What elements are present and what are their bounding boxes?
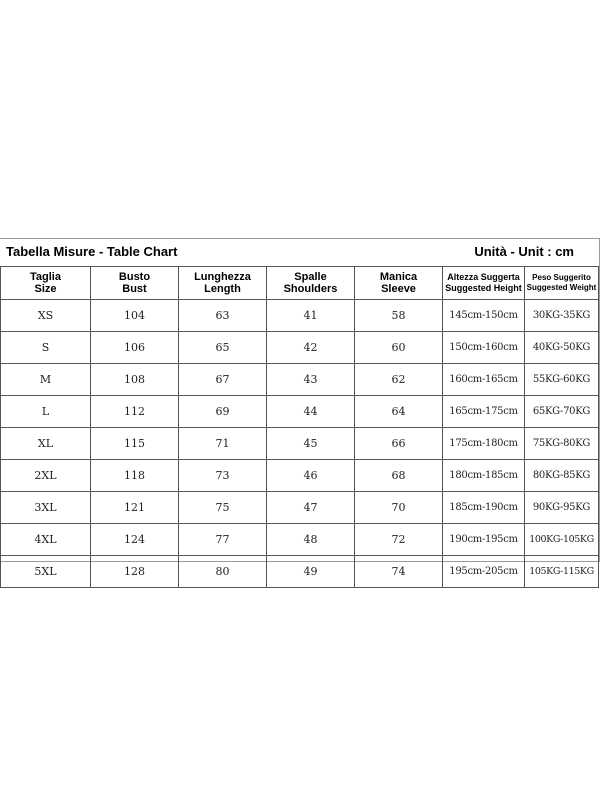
cell-size: 3XL: [1, 492, 91, 524]
cell-sleeve: 66: [355, 428, 443, 460]
cell-size: L: [1, 396, 91, 428]
cell-shoulders: 44: [267, 396, 355, 428]
table-row: [1, 364, 599, 396]
cell-suggested-weight: 30KG-35KG: [525, 300, 599, 332]
cell-suggested-weight: 75KG-80KG: [525, 428, 599, 460]
cell-suggested-height: 160cm-165cm: [443, 364, 525, 396]
table-row: [1, 524, 599, 556]
table-row: [1, 332, 599, 364]
cell-length: 67: [179, 364, 267, 396]
column-header-suggested-height: Altezza Suggerta Suggested Height: [443, 267, 525, 300]
header-row: [1, 267, 599, 300]
cell-suggested-height: 180cm-185cm: [443, 460, 525, 492]
cell-size: XS: [1, 300, 91, 332]
cell-bust: 108: [91, 364, 179, 396]
table-row: [1, 428, 599, 460]
column-header-bust: Busto Bust: [91, 267, 179, 300]
table-row: [1, 396, 599, 428]
cell-suggested-weight: 80KG-85KG: [525, 460, 599, 492]
cell-sleeve: 70: [355, 492, 443, 524]
cell-bust: 106: [91, 332, 179, 364]
table-row: [1, 300, 599, 332]
cell-bust: 128: [91, 556, 179, 588]
cell-shoulders: 41: [267, 300, 355, 332]
cell-size: M: [1, 364, 91, 396]
column-header-sleeve: Manica Sleeve: [355, 267, 443, 300]
column-header-shoulders: Spalle Shoulders: [267, 267, 355, 300]
cell-length: 80: [179, 556, 267, 588]
table-row: [1, 492, 599, 524]
cell-bust: 118: [91, 460, 179, 492]
cell-length: 71: [179, 428, 267, 460]
size-table: [0, 266, 599, 588]
cell-sleeve: 74: [355, 556, 443, 588]
column-header-length: Lunghezza Length: [179, 267, 267, 300]
cell-suggested-weight: 100KG-105KG: [525, 524, 599, 556]
cell-suggested-weight: 65KG-70KG: [525, 396, 599, 428]
cell-size: 5XL: [1, 556, 91, 588]
unit-label: Unità - Unit : cm: [474, 244, 574, 259]
size-chart: [0, 238, 600, 578]
cell-shoulders: 43: [267, 364, 355, 396]
cell-suggested-height: 150cm-160cm: [443, 332, 525, 364]
cell-sleeve: 68: [355, 460, 443, 492]
cell-shoulders: 48: [267, 524, 355, 556]
cell-shoulders: 47: [267, 492, 355, 524]
cell-suggested-height: 195cm-205cm: [443, 556, 525, 588]
cell-shoulders: 45: [267, 428, 355, 460]
cell-sleeve: 62: [355, 364, 443, 396]
title-bar: [0, 239, 598, 267]
cell-bust: 121: [91, 492, 179, 524]
cell-suggested-height: 175cm-180cm: [443, 428, 525, 460]
chart-title: Tabella Misure - Table Chart: [6, 244, 178, 259]
cell-suggested-weight: 40KG-50KG: [525, 332, 599, 364]
cell-bust: 124: [91, 524, 179, 556]
cell-bust: 115: [91, 428, 179, 460]
column-header-suggested-weight: Peso Suggerito Suggested Weight: [525, 267, 599, 300]
cell-size: S: [1, 332, 91, 364]
table-row: [1, 556, 599, 588]
cell-length: 73: [179, 460, 267, 492]
cell-suggested-height: 185cm-190cm: [443, 492, 525, 524]
cell-sleeve: 64: [355, 396, 443, 428]
cell-length: 77: [179, 524, 267, 556]
cell-length: 65: [179, 332, 267, 364]
cell-suggested-height: 190cm-195cm: [443, 524, 525, 556]
cell-size: 4XL: [1, 524, 91, 556]
cell-shoulders: 49: [267, 556, 355, 588]
cell-suggested-weight: 90KG-95KG: [525, 492, 599, 524]
cell-suggested-height: 145cm-150cm: [443, 300, 525, 332]
cell-size: 2XL: [1, 460, 91, 492]
cell-suggested-height: 165cm-175cm: [443, 396, 525, 428]
cell-length: 69: [179, 396, 267, 428]
cell-sleeve: 72: [355, 524, 443, 556]
cell-length: 63: [179, 300, 267, 332]
cell-suggested-weight: 55KG-60KG: [525, 364, 599, 396]
cell-shoulders: 42: [267, 332, 355, 364]
cell-suggested-weight: 105KG-115KG: [525, 556, 599, 588]
cell-shoulders: 46: [267, 460, 355, 492]
cell-sleeve: 60: [355, 332, 443, 364]
cell-length: 75: [179, 492, 267, 524]
column-header-size: Taglia Size: [1, 267, 91, 300]
table-row: [1, 460, 599, 492]
cell-bust: 112: [91, 396, 179, 428]
cell-sleeve: 58: [355, 300, 443, 332]
cell-size: XL: [1, 428, 91, 460]
cell-bust: 104: [91, 300, 179, 332]
